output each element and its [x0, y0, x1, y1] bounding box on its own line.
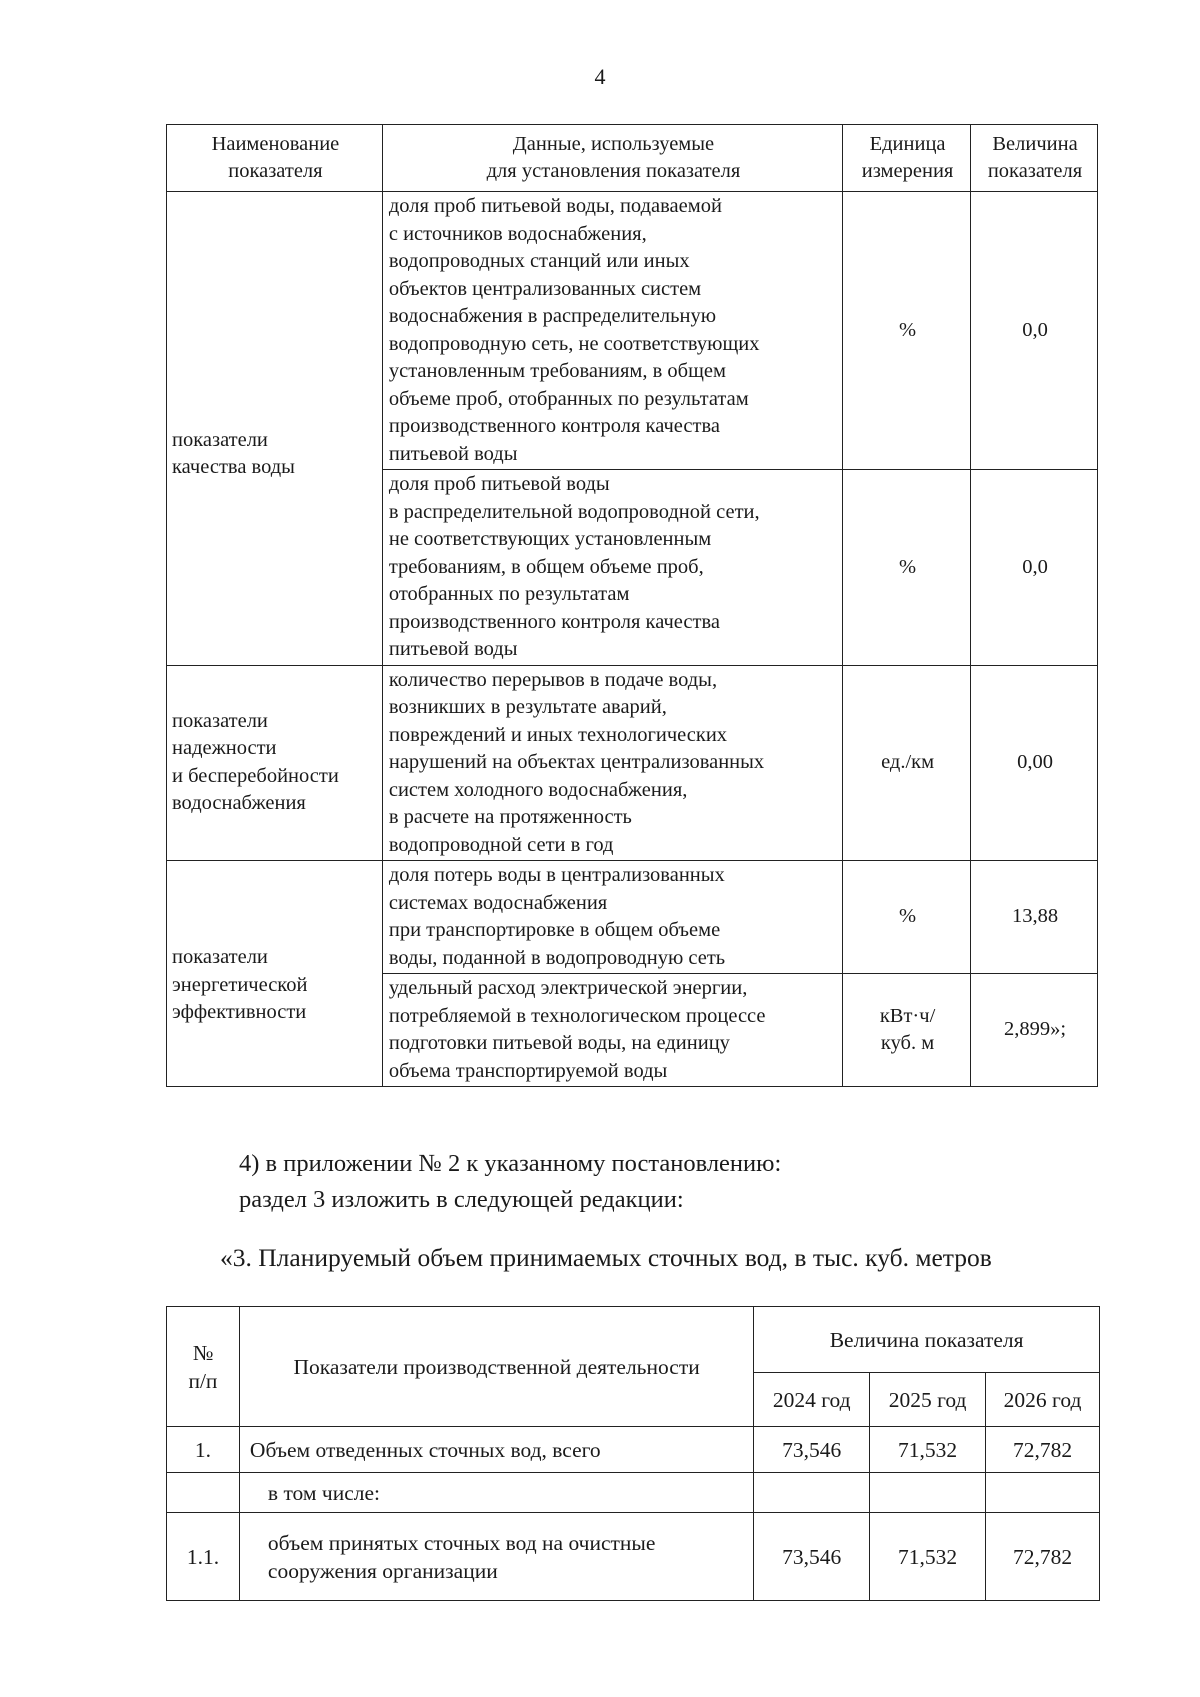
header-year: 2024 год	[754, 1373, 870, 1427]
row-name: Объем отведенных сточных вод, всего	[239, 1427, 753, 1473]
row-value: 72,782	[986, 1513, 1100, 1601]
header-indicator-name: Показатели производственной деятельности	[239, 1307, 753, 1427]
group-name-quality: показатели качества воды	[167, 192, 383, 666]
indicator-value: 0,0	[971, 192, 1098, 470]
row-value: 71,532	[870, 1427, 986, 1473]
indicator-unit: %	[843, 861, 971, 974]
indicator-description: доля потерь воды в централизованных системах водоснабжения при транспортировке в общем объеме воды, поданной в водопроводную сеть	[382, 861, 842, 974]
indicator-description: количество перерывов в подаче воды, возникших в результате аварий, повреждений и иных технологических нарушений на объектах централизованных систем холодного водоснабжения, в расчете на протяженность водопроводной сети в год	[382, 665, 842, 861]
row-number	[167, 1473, 240, 1513]
section-heading: «3. Планируемый объем принимаемых сточных вод, в тыс. куб. метров	[220, 1243, 992, 1272]
table-header-row	[167, 125, 1098, 192]
indicator-unit: %	[843, 192, 971, 470]
paragraph-section: раздел 3 изложить в следующей редакции:	[239, 1186, 684, 1213]
header-data-used: Данные, используемые для установления показателя	[382, 125, 842, 192]
indicator-description: доля проб питьевой воды в распределительной водопроводной сети, не соответствующих установленным требованиям, в общем объеме проб, отобранных по результатам производственного контроля качества питьевой воды	[382, 470, 842, 666]
table-row	[167, 1473, 1100, 1513]
row-name: объем принятых сточных вод на очистные сооружения организации	[239, 1513, 753, 1601]
indicator-value: 13,88	[971, 861, 1098, 974]
row-number: 1.1.	[167, 1513, 240, 1601]
group-name-reliability: показатели надежности и бесперебойности водоснабжения	[167, 665, 383, 861]
indicator-description: доля проб питьевой воды, подаваемой с источников водоснабжения, водопроводных станций или иных объектов централизованных систем водоснабжения в распределительную водопроводную сеть, не соответствующих установленным требованиям, в общем объеме проб, отобранных по результатам производственного контроля качества питьевой воды	[382, 192, 842, 470]
indicator-unit: ед./км	[843, 665, 971, 861]
header-number: № п/п	[167, 1307, 240, 1427]
page-number: 4	[594, 64, 606, 89]
table-row	[167, 1427, 1100, 1473]
indicator-unit: %	[843, 470, 971, 666]
indicator-value: 0,00	[971, 665, 1098, 861]
row-value: 73,546	[754, 1513, 870, 1601]
table-row	[167, 861, 1098, 974]
table-header-row	[167, 1307, 1100, 1373]
indicator-unit: кВт·ч/ куб. м	[843, 974, 971, 1087]
row-value	[986, 1473, 1100, 1513]
row-value	[870, 1473, 986, 1513]
row-value	[754, 1473, 870, 1513]
indicator-value: 0,0	[971, 470, 1098, 666]
row-name: в том числе:	[239, 1473, 753, 1513]
row-value: 72,782	[986, 1427, 1100, 1473]
header-year: 2025 год	[870, 1373, 986, 1427]
row-value: 71,532	[870, 1513, 986, 1601]
row-number: 1.	[167, 1427, 240, 1473]
table-row	[167, 665, 1098, 861]
header-value: Величина показателя	[971, 125, 1098, 192]
indicator-description: удельный расход электрической энергии, потребляемой в технологическом процессе подготовки питьевой воды, на единицу объема транспортируемой воды	[382, 974, 842, 1087]
indicator-value: 2,899»;	[971, 974, 1098, 1087]
water-indicators-table	[166, 124, 1098, 1087]
table-row	[167, 1513, 1100, 1601]
paragraph-appendix: 4) в приложении № 2 к указанному постановлению:	[239, 1150, 782, 1177]
header-value-group: Величина показателя	[754, 1307, 1100, 1373]
header-year: 2026 год	[986, 1373, 1100, 1427]
group-name-efficiency: показатели энергетической эффективности	[167, 861, 383, 1087]
table-row	[167, 192, 1098, 470]
row-value: 73,546	[754, 1427, 870, 1473]
header-indicator-name: Наименование показателя	[167, 125, 383, 192]
wastewater-volume-table	[166, 1306, 1100, 1601]
header-unit: Единица измерения	[843, 125, 971, 192]
